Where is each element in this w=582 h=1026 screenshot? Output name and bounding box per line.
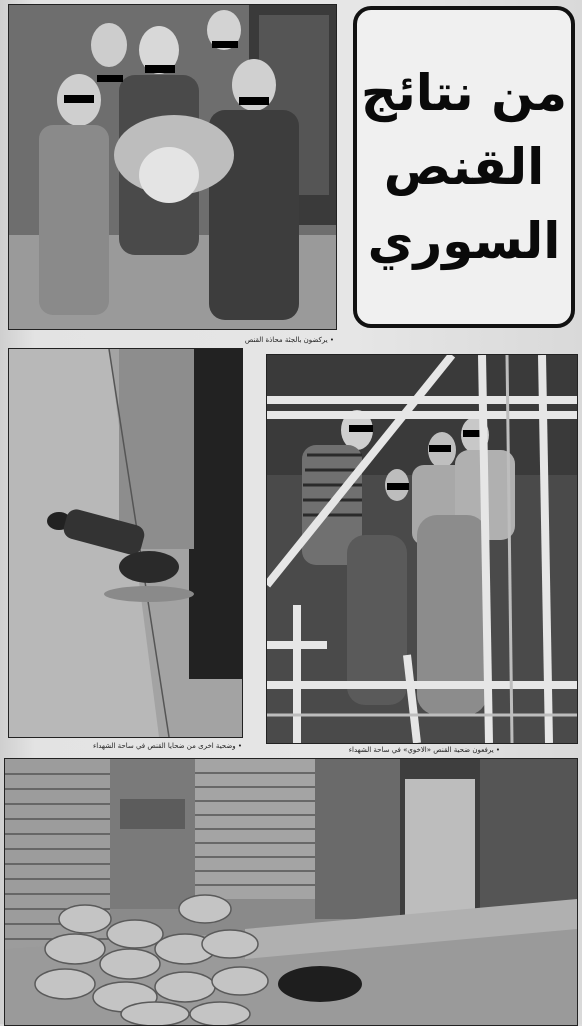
photo-scaffolding-lifting	[266, 354, 578, 744]
photo-carrying-body	[8, 4, 337, 330]
photo-body-on-street	[8, 348, 243, 738]
headline-box	[353, 6, 575, 328]
photo-street-sandbags	[4, 758, 578, 1026]
caption-photo-2: • وضحية اخرى من ضحايا القنص في ساحة الشهداء	[92, 742, 242, 750]
headline-line-1: من نتائج	[360, 64, 568, 122]
headline-line-2: القنص	[383, 138, 545, 196]
caption-photo-3: • يرفعون ضحية القنص «الاخوي» في ساحة الشهداء	[348, 746, 500, 754]
headline-line-3: السوري	[367, 212, 561, 270]
caption-photo-1: • يركضون بالجثة محاذة القنص	[244, 336, 334, 344]
